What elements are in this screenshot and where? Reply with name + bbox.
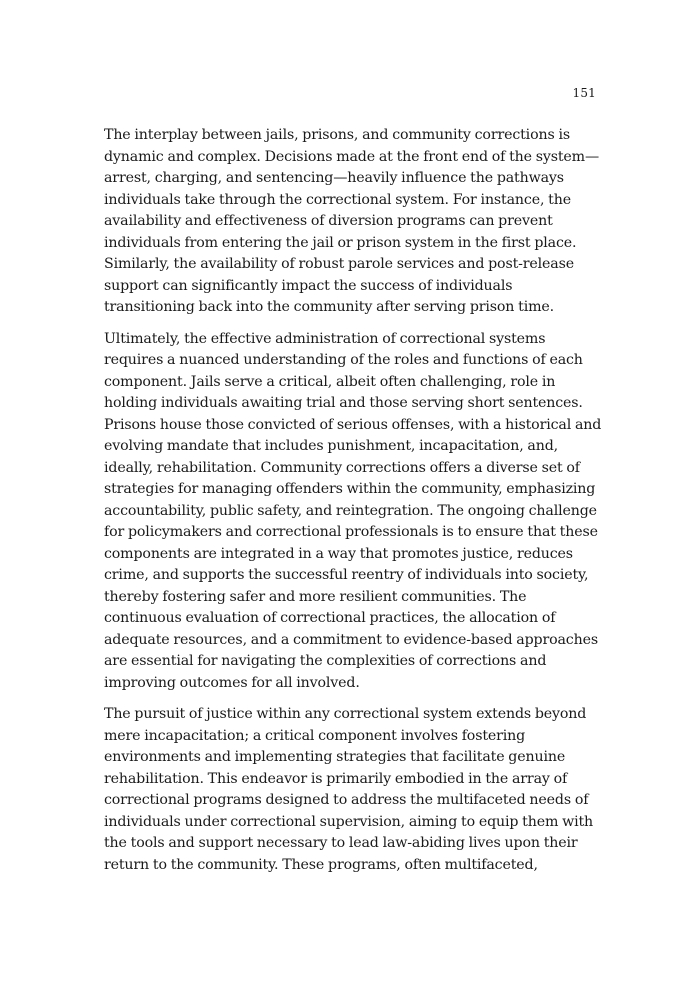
paragraph: Ultimately, the effective administration of correctional systems requires a nuanced understanding of the roles and functions of each component. Jails serve a critical, albeit often challenging, role in holding individuals awaiting trial and those serving short sentences. Prisons house those convicted of serious offenses, with a historical and evolving mandate that includes punishment, incapacitation, and, ideally, rehabilitation. Community corrections offers a diverse set of strategies for managing offenders within the community, emphasizing accountability, public safety, and reintegration. The ongoing challenge for policymakers and correctional professionals is to ensure that these components are integrated in a way that promotes justice, reduces crime, and supports the successful reentry of individuals into society, thereby fostering safer and more resilient communities. The continuous evaluation of correctional practices, the allocation of adequate resources, and a commitment to evidence-based approaches are essential for navigating the complexities of corrections and improving outcomes for all involved. bbox=[104, 330, 602, 691]
page-body bbox=[104, 125, 602, 886]
paragraph: The pursuit of justice within any correctional system extends beyond mere incapacitation; a critical component involves fostering environments and implementing strategies that facilitate genuine rehabilitation. This endeavor is primarily embodied in the array of correctional programs designed to address the multifaceted needs of individuals under correctional supervision, aiming to equip them with the tools and support necessary to lead law-abiding lives upon their return to the community. These programs, often multifaceted, bbox=[104, 706, 594, 873]
page-number: 151 bbox=[572, 86, 596, 100]
paragraph: The interplay between jails, prisons, and community corrections is dynamic and complex. Decisions made at the front end of the system—arrest, charging, and sentencing—heavily influence the pathways individuals take through the correctional system. For instance, the availability and effectiveness of diversion programs can prevent individuals from entering the jail or prison system in the first place. Similarly, the availability of robust parole services and post-release support can significantly impact the success of individuals transitioning back into the community after serving prison time. bbox=[104, 127, 600, 315]
